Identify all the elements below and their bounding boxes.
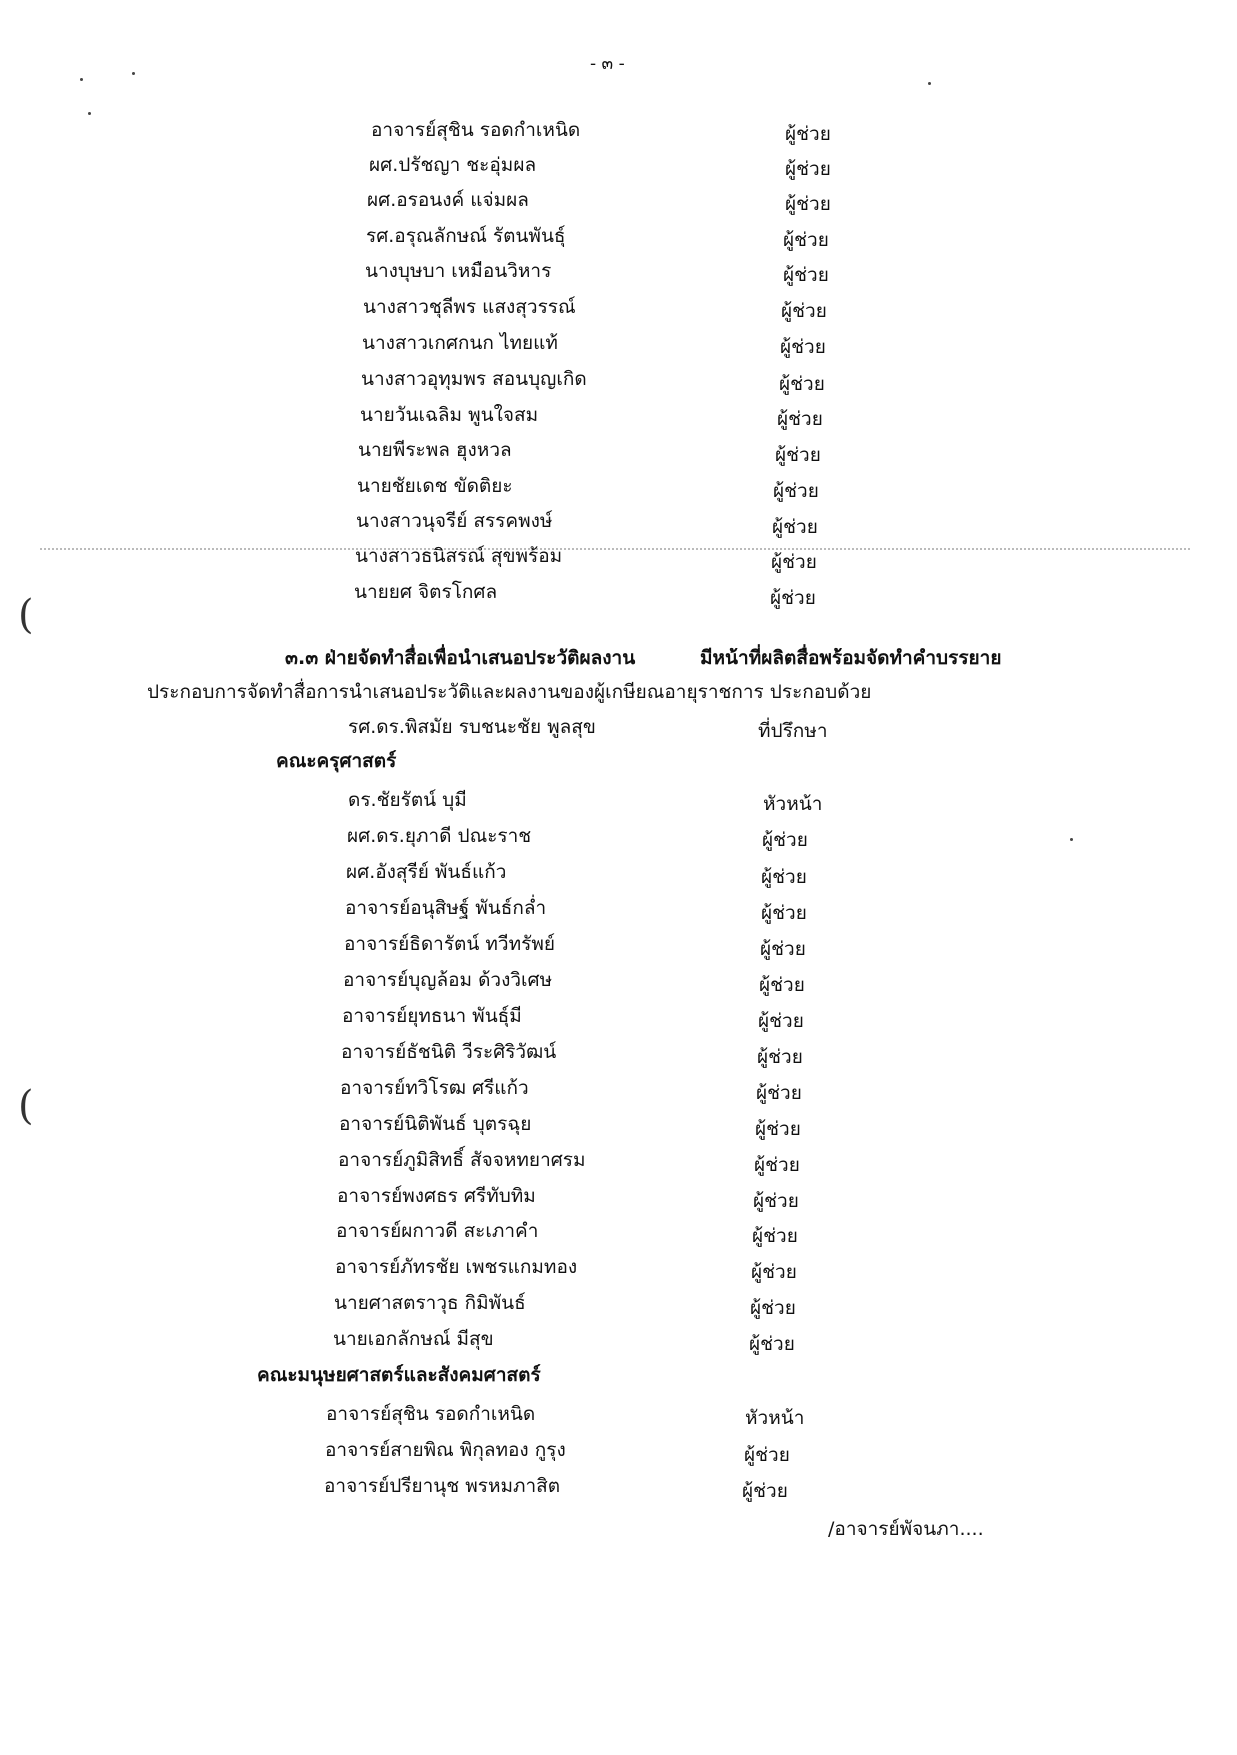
member-role: ผู้ช่วย (749, 1333, 795, 1355)
member-name: นางบุษบา เหมือนวิหาร (365, 260, 552, 282)
member-name: นางสาวเกศกนก ไทยแท้ (362, 332, 558, 354)
faculty-title: คณะครุศาสตร์ (276, 750, 397, 772)
member-name: นางสาวอุทุมพร สอนบุญเกิด (361, 368, 587, 390)
member-role: ผู้ช่วย (752, 1225, 798, 1247)
member-name: ดร.ชัยรัตน์ บุมี (348, 789, 467, 811)
member-role: ผู้ช่วย (754, 1154, 800, 1176)
scan-smudge-mark: ( (18, 592, 34, 638)
member-name: ผศ.ปรัชญา ชะอุ่มผล (369, 154, 537, 176)
page-number: - ๓ - (590, 54, 625, 74)
member-role: ผู้ช่วย (761, 902, 807, 924)
member-role: ผู้ช่วย (759, 974, 805, 996)
section-description: ประกอบการจัดทำสื่อการนำเสนอประวัติและผลงานของผู้เกษียณอายุราชการ ประกอบด้วย (147, 681, 872, 703)
member-role: ผู้ช่วย (781, 300, 827, 322)
member-name: อาจารย์บุญล้อม ด้วงวิเศษ (343, 969, 553, 991)
section-heading-rest: มีหน้าที่ผลิตสื่อพร้อมจัดทำคำบรรยาย (700, 647, 1002, 669)
member-name: นางสาวชุลีพร แสงสุวรรณ์ (363, 296, 576, 318)
member-role: ผู้ช่วย (777, 408, 823, 430)
member-role: ผู้ช่วย (783, 264, 829, 286)
member-name: นายพีระพล ฮุงหวล (358, 439, 512, 461)
scan-smudge-mark: ( (18, 1083, 34, 1129)
member-name: นายยศ จิตรโกศล (354, 581, 498, 603)
member-role: ผู้ช่วย (779, 373, 825, 395)
member-name: ผศ.ดร.ยุภาดี ปณะราช (347, 825, 532, 847)
scan-speck (928, 82, 931, 85)
member-name: อาจารย์อนุสิษฐ์ พันธ์กล่ำ (345, 897, 547, 919)
member-name: อาจารย์ทวิโรฒ ศรีแก้ว (340, 1077, 529, 1099)
member-role: ผู้ช่วย (755, 1118, 801, 1140)
member-role: ผู้ช่วย (758, 1010, 804, 1032)
member-name: อาจารย์ผกาวดี สะเภาคำ (336, 1220, 539, 1242)
member-role: ผู้ช่วย (750, 1297, 796, 1319)
member-name: อาจารย์ยุทธนา พันธุ์มี (342, 1005, 522, 1027)
member-role: ผู้ช่วย (751, 1261, 797, 1283)
member-name: ผศ.อรอนงค์ แจ่มผล (367, 189, 529, 211)
member-role: ผู้ช่วย (757, 1046, 803, 1068)
member-name: อาจารย์ภูมิสิทธิ์ สัจจหทยาศรม (338, 1149, 586, 1171)
member-name: อาจารย์ปรียานุช พรหมภาสิต (324, 1475, 561, 1497)
member-role: ผู้ช่วย (770, 587, 816, 609)
member-name: อาจารย์ธัชนิติ วีระศิริวัฒน์ (341, 1041, 557, 1063)
member-role: ผู้ช่วย (771, 551, 817, 573)
member-role: ผู้ช่วย (773, 480, 819, 502)
continuation-note: /อาจารย์พัจนภา.... (828, 1518, 984, 1540)
member-name: นายวันเฉลิม พูนใจสม (360, 404, 539, 426)
advisor-name: รศ.ดร.พิสมัย รบชนะชัย พูลสุข (348, 716, 596, 738)
member-role: ผู้ช่วย (742, 1480, 788, 1502)
scan-dotted-line (40, 548, 1190, 552)
member-name: ผศ.อังสุรีย์ พันธ์แก้ว (346, 861, 507, 883)
member-role: ผู้ช่วย (783, 229, 829, 251)
member-role: หัวหน้า (763, 793, 823, 815)
scan-speck (88, 112, 91, 115)
member-role: ผู้ช่วย (775, 444, 821, 466)
scan-speck (132, 72, 135, 75)
member-role: ผู้ช่วย (785, 123, 831, 145)
member-name: อาจารย์ภัทรชัย เพชรแกมทอง (335, 1256, 578, 1278)
member-role: ผู้ช่วย (785, 158, 831, 180)
member-role: ผู้ช่วย (780, 336, 826, 358)
member-role: ผู้ช่วย (753, 1190, 799, 1212)
member-name: อาจารย์ธิดารัตน์ ทวีทรัพย์ (344, 933, 555, 955)
member-name: นางสาวธนิสรณ์ สุขพร้อม (355, 545, 563, 567)
member-role: ผู้ช่วย (756, 1082, 802, 1104)
member-role: ผู้ช่วย (772, 516, 818, 538)
member-name: อาจารย์พงศธร ศรีทับทิม (337, 1185, 536, 1207)
faculty-title: คณะมนุษยศาสตร์และสังคมศาสตร์ (257, 1364, 541, 1386)
member-name: นายศาสตราวุธ กิมิพันธ์ (334, 1292, 526, 1314)
member-name: นายเอกลักษณ์ มีสุข (333, 1328, 494, 1350)
member-name: อาจารย์นิติพันธ์ บุตรฉุย (339, 1113, 532, 1135)
member-role: ผู้ช่วย (761, 866, 807, 888)
member-role: ผู้ช่วย (785, 193, 831, 215)
member-name: รศ.อรุณลักษณ์ รัตนพันธุ์ (366, 225, 566, 247)
advisor-role: ที่ปรึกษา (758, 720, 828, 742)
member-name: นางสาวนุจรีย์ สรรคพงษ์ (356, 510, 553, 532)
member-role: ผู้ช่วย (760, 938, 806, 960)
member-role: ผู้ช่วย (744, 1444, 790, 1466)
member-name: นายชัยเดช ขัดติยะ (357, 475, 513, 497)
member-role: หัวหน้า (745, 1407, 805, 1429)
member-name: อาจารย์สุชิน รอดกำเหนิด (371, 119, 581, 141)
scan-speck (80, 78, 83, 81)
section-heading: ๓.๓ ฝ่ายจัดทำสื่อเพื่อนำเสนอประวัติผลงาน (285, 647, 636, 669)
member-name: อาจารย์สุชิน รอดกำเหนิด (326, 1403, 536, 1425)
member-name: อาจารย์สายพิณ พิกุลทอง กูรุง (325, 1439, 566, 1461)
member-role: ผู้ช่วย (762, 829, 808, 851)
scan-speck (1070, 838, 1073, 841)
